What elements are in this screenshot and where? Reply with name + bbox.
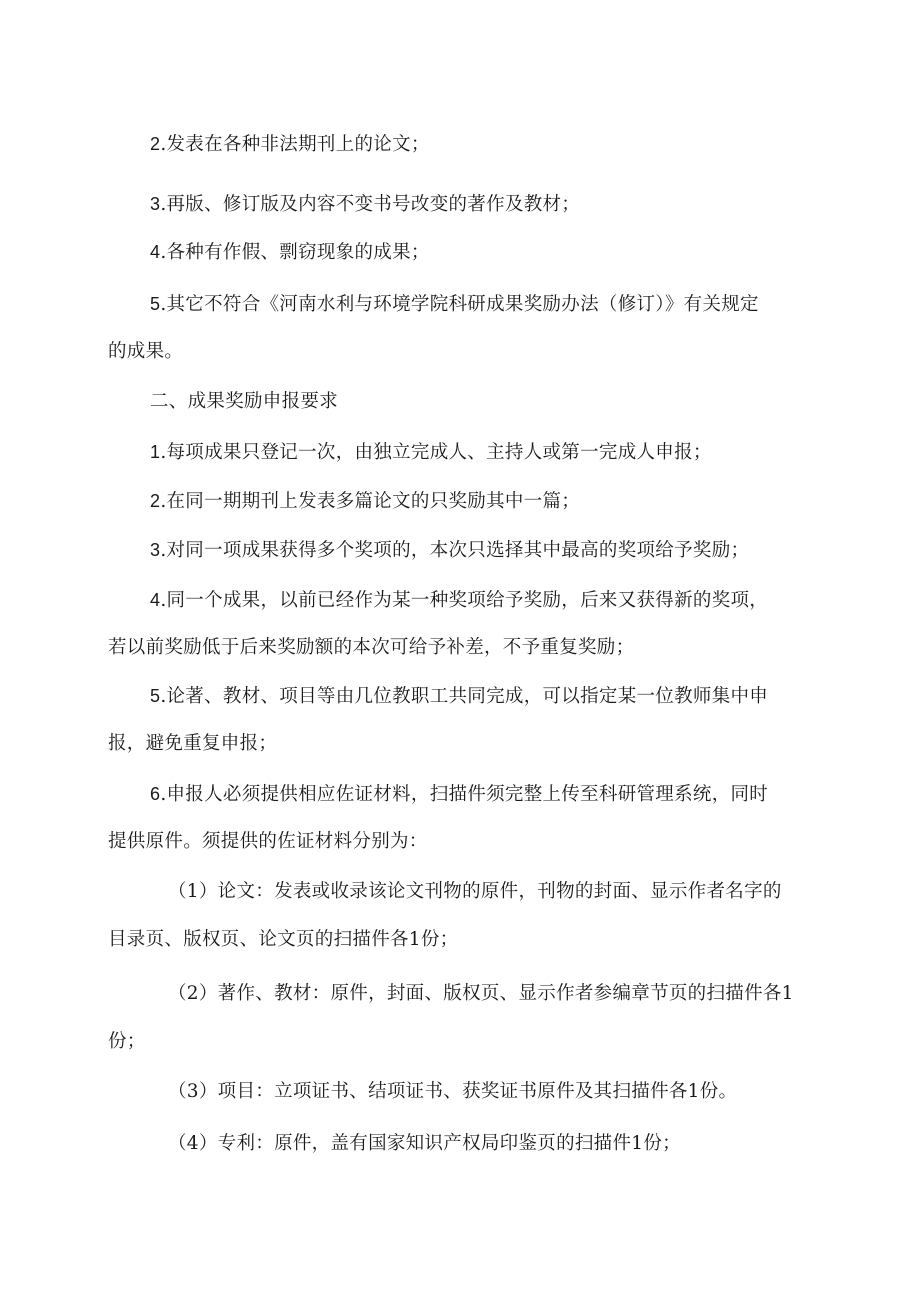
- requirement-1: [108, 428, 820, 476]
- excluded-item-4: [108, 228, 820, 276]
- requirement-6: [108, 770, 820, 866]
- material-text: （3）项目：立项证书、结项证书、获奖证书原件及其扫描件各1份。: [168, 1081, 738, 1102]
- material-paper: [108, 868, 820, 964]
- item-text: .每项成果只登记一次，由独立完成人、主持人或第一完成人申报；: [160, 442, 712, 463]
- item-text: .同一个成果，以前已经作为某一种奖项给予奖励，后来又获得新的奖项，: [160, 590, 769, 611]
- requirement-2: [108, 477, 820, 525]
- excluded-item-2: [108, 120, 820, 168]
- material-text: （1）论文：发表或收录该论文刊物的原件，刊物的封面、显示作者名字的: [168, 881, 782, 902]
- item-number: 3: [150, 540, 161, 560]
- material-project: [108, 1068, 820, 1116]
- item-continuation: 若以前奖励低于后来奖励额的本次可给予补差，不予重复奖励；: [108, 637, 635, 658]
- material-text: （2）著作、教材：原件，封面、版权页、显示作者参编章节页的扫描件各1: [168, 983, 794, 1004]
- item-number: 2: [150, 491, 161, 511]
- item-number: 6: [150, 784, 161, 804]
- item-number: 2: [150, 134, 161, 154]
- material-patent: [108, 1120, 820, 1168]
- item-text: .申报人必须提供相应佐证材料，扫描件须完整上传至科研管理系统，同时: [160, 784, 769, 805]
- item-text: .发表在各种非法期刊上的论文；: [160, 134, 430, 155]
- item-continuation: 提供原件。须提供的佐证材料分别为：: [108, 831, 428, 852]
- item-number: 1: [150, 442, 161, 462]
- item-text: .在同一期期刊上发表多篇论文的只奖励其中一篇；: [160, 491, 581, 512]
- item-continuation: 目录页、版权页、论文页的扫描件各1份；: [108, 929, 459, 950]
- item-number: 4: [150, 242, 161, 262]
- item-text: .其它不符合《河南水利与环境学院科研成果奖励办法（修订）》有关规定: [160, 294, 759, 315]
- item-number: 3: [150, 194, 161, 214]
- requirement-3: [108, 526, 820, 574]
- item-number: 5: [150, 686, 161, 706]
- excluded-item-5: [108, 280, 820, 376]
- item-text: .对同一项成果获得多个奖项的，本次只选择其中最高的奖项给予奖励；: [160, 540, 750, 561]
- excluded-item-3: [108, 180, 820, 228]
- requirement-4: [108, 576, 820, 672]
- item-continuation: 份；: [108, 1031, 146, 1052]
- item-text: .再版、修订版及内容不变书号改变的著作及教材；: [160, 194, 581, 215]
- item-number: 4: [150, 590, 161, 610]
- item-continuation: 的成果。: [108, 341, 184, 362]
- requirement-5: [108, 672, 820, 768]
- item-text: .各种有作假、剽窃现象的成果；: [160, 242, 430, 263]
- material-book: [108, 970, 820, 1066]
- material-text: （4）专利：原件，盖有国家知识产权局印鉴页的扫描件1份；: [168, 1133, 681, 1154]
- item-text: .论著、教材、项目等由几位教职工共同完成，可以指定某一位教师集中申: [160, 686, 769, 707]
- section-heading-text: 二、成果奖励申报要求: [150, 391, 339, 412]
- section-heading: [108, 378, 820, 426]
- item-continuation: 报，避免重复申报；: [108, 733, 278, 754]
- item-number: 5: [150, 294, 161, 314]
